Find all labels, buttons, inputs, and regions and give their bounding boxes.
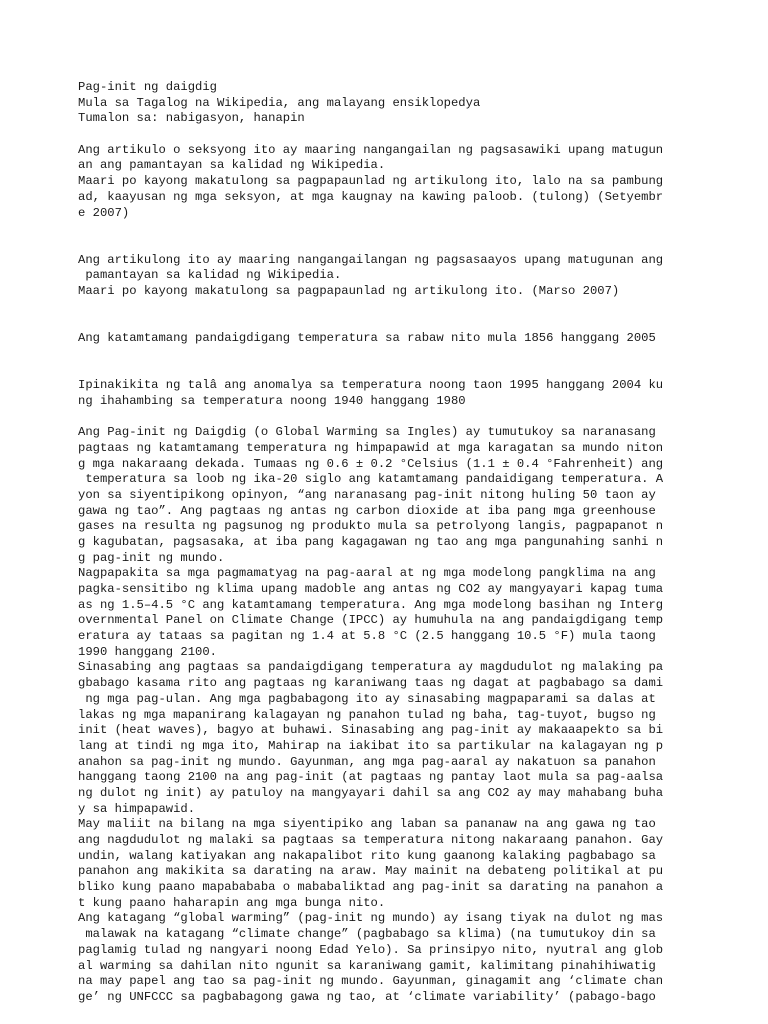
spacer — [78, 127, 698, 143]
image-caption-temperature — [78, 331, 698, 347]
cleanup-notice-quality — [78, 253, 698, 300]
body-line: g pag-init ng mundo. — [78, 550, 225, 565]
body-line: ng dulot ng init) ay patuloy na mangyayari dahil sa ang CO2 ay may mahabang buha — [78, 785, 664, 800]
notice-line: pamantayan sa kalidad ng Wikipedia. — [78, 268, 342, 283]
jump-to-nav: Tumalon sa: nabigasyon, hanapin — [78, 111, 305, 126]
body-line: al warming sa dahilan nito ngunit sa karaniwang gamit, kalimitang pinahihiwatig — [78, 958, 656, 973]
spacer — [78, 221, 698, 252]
body-line: paglamig tulad ng nangyari noong Edad Yelo). Sa prinsipyo nito, nyutral ang glob — [78, 942, 664, 957]
body-line: temperatura sa loob ng ika-20 siglo ang katamtamang pandaidigang temperatura. A — [78, 472, 664, 487]
body-line: bliko kung paano mapabababa o mababaliktad ang pag-init sa darating na panahon a — [78, 880, 664, 895]
body-line: anahon sa pag-init ng mundo. Gayunman, ang mga pag-aaral ay nakatuon sa panahon — [78, 754, 656, 769]
body-line: t kung paano haharapin ang mga bunga nito. — [78, 895, 386, 910]
spacer — [78, 300, 698, 331]
caption-line: Ang katamtamang pandaigdigang temperatura sa rabaw nito mula 1856 hanggang 2005 — [78, 331, 656, 346]
notice-line: e 2007) — [78, 205, 130, 220]
body-line: pagtaas ng katamtamang temperatura ng himpapawid at mga karagatan sa mundo niton — [78, 440, 664, 455]
body-line: init (heat waves), bagyo at buhawi. Sinasabing ang pag-init ay makaaapekto sa bi — [78, 723, 664, 738]
body-line: panahon ang makikita sa darating na araw. May mainit na debateng politikal at pu — [78, 864, 664, 879]
spacer — [78, 409, 698, 425]
notice-line: Ang artikulong ito ay maaring nangangailangan ng pagsasaayos upang matugunan ang — [78, 252, 664, 267]
image-caption-anomaly — [78, 378, 698, 409]
document-page — [78, 80, 698, 1006]
body-line: gases na resulta ng pagsunog ng produkto mula sa petrolyong langis, pagpapanot n — [78, 519, 664, 534]
notice-line: Ang artikulo o seksyong ito ay maaring nangangailan ng pagsasawiki upang matugun — [78, 142, 664, 157]
body-line: pagka-sensitibo ng klima upang madoble ang antas ng CO2 ay mangyayari kapag tuma — [78, 582, 664, 597]
body-line: Sinasabing ang pagtaas sa pandaigdigang temperatura ay magdudulot ng malaking pa — [78, 660, 664, 675]
body-line: ng mga pag-ulan. Ang mga pagbabagong ito ay sinasabing magpaparami sa dalas at — [78, 691, 656, 706]
body-line: lang at tindi ng mga ito, Mahirap na iakibat ito sa partikular na kalagayan ng p — [78, 738, 664, 753]
notice-line: Maari po kayong makatulong sa pagpapaunlad ng artikulong ito, lalo na sa pambung — [78, 174, 664, 189]
body-line: hanggang taong 2100 na ang pag-init (at pagtaas ng pantay laot mula sa pag-aalsa — [78, 770, 664, 785]
body-line: gawa ng tao”. Ang pagtaas ng antas ng carbon dioxide at iba pang mga greenhouse — [78, 503, 656, 518]
body-line: Nagpapakita sa mga pagmamatyag na pag-aaral at ng mga modelong pangklima na ang — [78, 566, 656, 581]
article-header — [78, 80, 698, 127]
body-line: undin, walang katiyakan ang nakapalibot rito kung gaanong kalaking pagbabago sa — [78, 848, 656, 863]
notice-line: Maari po kayong makatulong sa pagpapaunlad ng artikulong ito. (Marso 2007) — [78, 283, 620, 298]
body-line: Ang katagang “global warming” (pag-init ng mundo) ay isang tiyak na dulot ng mas — [78, 911, 664, 926]
body-line: na may papel ang tao sa pag-init ng mundo. Gayunman, ginagamit ang ‘climate chan — [78, 974, 664, 989]
page-subtitle: Mula sa Tagalog na Wikipedia, ang malayang ensiklopedya — [78, 95, 481, 110]
body-line: Ang Pag-init ng Daigdig (o Global Warming sa Ingles) ay tumutukoy sa naranasang — [78, 425, 656, 440]
body-line: ang nagdudulot ng malaki sa pagtaas sa temperatura nitong nakaraang panahon. Gay — [78, 833, 664, 848]
body-line: g kagubatan, pagsasaka, at iba pang kagagawan ng tao ang mga pangunahing sanhi n — [78, 534, 664, 549]
article-body — [78, 425, 698, 1005]
body-line: yon sa siyentipikong opinyon, “ang naranasang pag-init nitong huling 50 taon ay — [78, 487, 656, 502]
body-line: lakas ng mga mapanirang kalagayan ng panahon tulad ng baha, tag-tuyot, bugso ng — [78, 707, 656, 722]
body-line: gbabago kasama rito ang pagtaas ng karaniwang taas ng dagat at pagbabago sa dami — [78, 676, 664, 691]
page-title: Pag-init ng daigdig — [78, 80, 217, 94]
body-line: overnmental Panel on Climate Change (IPCC) ay humuhula na ang pandaigdigang temp — [78, 613, 664, 628]
body-line: ge’ ng UNFCCC sa pagbabagong gawa ng tao, at ‘climate variability’ (pabago-bago — [78, 989, 656, 1004]
caption-line: ng ihahambing sa temperatura noong 1940 hanggang 1980 — [78, 393, 466, 408]
body-line: 1990 hanggang 2100. — [78, 644, 217, 659]
body-line: y sa himpapawid. — [78, 801, 196, 816]
body-line: malawak na katagang “climate change” (pagbabago sa klima) (na tumutukoy din sa — [78, 927, 656, 942]
caption-line: Ipinakikita ng talâ ang anomalya sa temperatura noong taon 1995 hanggang 2004 ku — [78, 378, 664, 393]
cleanup-notice-wikify — [78, 143, 698, 221]
body-line: eratura ay tataas sa pagitan ng 1.4 at 5.8 °C (2.5 hanggang 10.5 °F) mula taong — [78, 629, 656, 644]
spacer — [78, 347, 698, 378]
body-line: May maliit na bilang na mga siyentipiko ang laban sa pananaw na ang gawa ng tao — [78, 817, 656, 832]
body-line: g mga nakaraang dekada. Tumaas ng 0.6 ± 0.2 °Celsius (1.1 ± 0.4 °Fahrenheit) ang — [78, 456, 664, 471]
notice-line: ad, kaayusan ng mga seksyon, at mga kaugnay na kawing paloob. (tulong) (Setyembr — [78, 189, 664, 204]
notice-line: an ang pamantayan sa kalidad ng Wikipedia. — [78, 158, 386, 173]
body-line: as ng 1.5–4.5 °C ang katamtamang temperatura. Ang mga modelong basihan ng Interg — [78, 597, 664, 612]
